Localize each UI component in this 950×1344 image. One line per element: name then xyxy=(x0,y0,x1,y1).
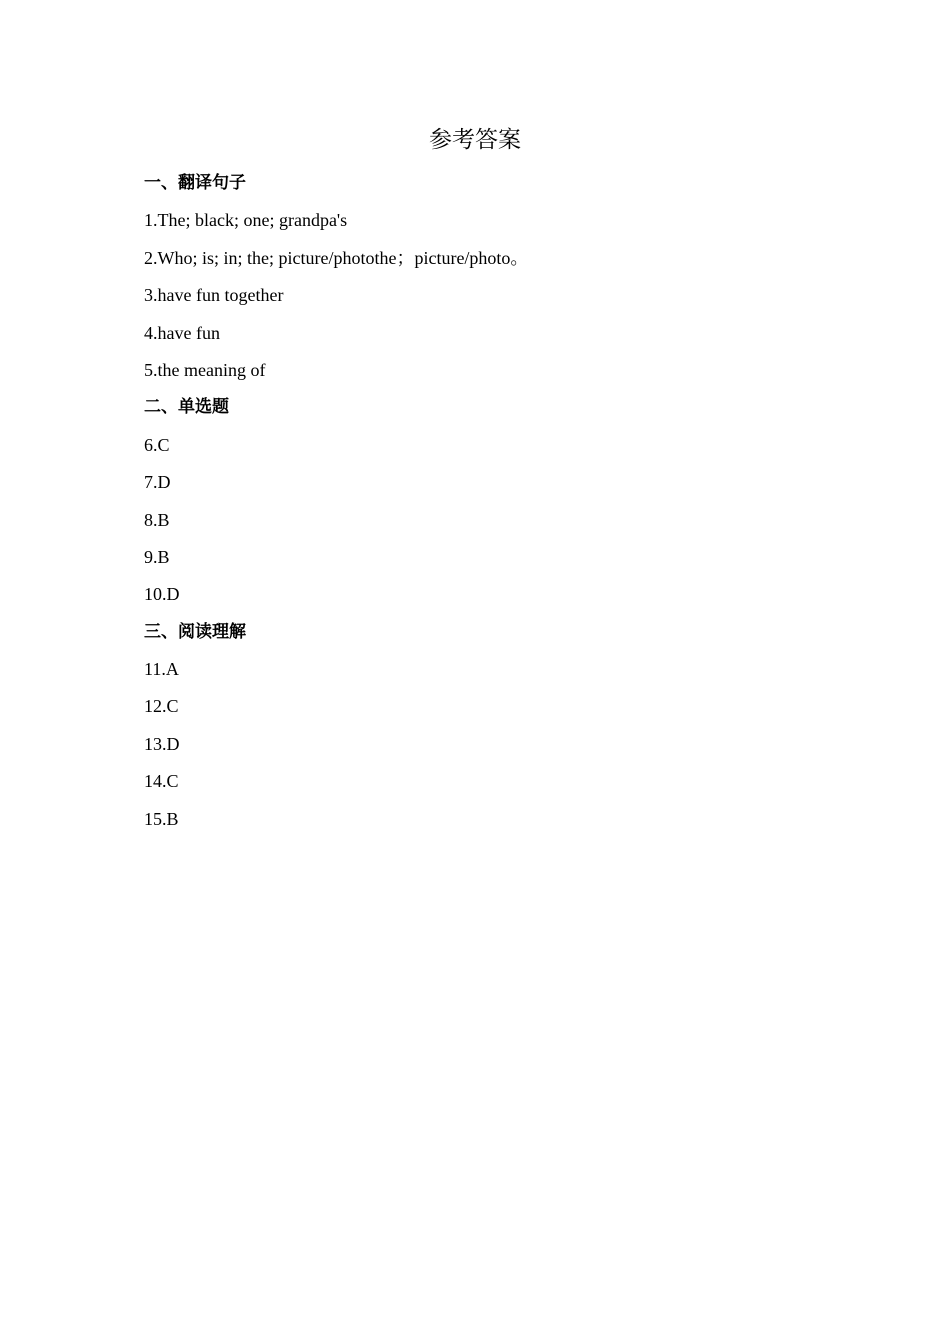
answer-list xyxy=(144,169,844,842)
page-title: 参考答案 xyxy=(429,127,521,153)
answer-item: 5.the meaning of xyxy=(144,359,266,380)
answer-item: 1.The; black; one; grandpa's xyxy=(144,210,348,231)
answer-item: 2.Who; is; in; the; picture/photothe；picture/photo。 xyxy=(144,247,529,268)
answer-item: 10.D xyxy=(144,584,180,605)
answer-item: 12.C xyxy=(144,696,179,717)
section-heading-reading: 三、阅读理解 xyxy=(144,621,246,642)
section-heading-translation: 一、翻译句子 xyxy=(144,173,246,193)
answer-item: 3.have fun together xyxy=(144,285,284,306)
answer-item: 11.A xyxy=(144,659,179,680)
answer-item: 13.D xyxy=(144,733,180,754)
answer-item: 6.C xyxy=(144,434,170,455)
answer-item: 14.C xyxy=(144,771,179,792)
section-heading-single-choice: 二、单选题 xyxy=(144,397,229,418)
answer-item: 8.B xyxy=(144,509,170,530)
answer-item: 7.D xyxy=(144,472,171,493)
answer-item: 9.B xyxy=(144,546,170,567)
answer-item: 4.have fun xyxy=(144,322,220,343)
answer-item: 15.B xyxy=(144,808,179,829)
